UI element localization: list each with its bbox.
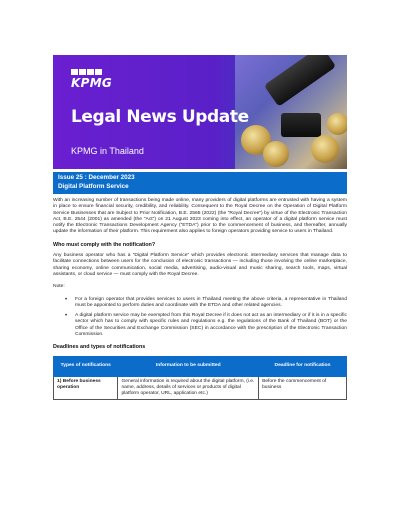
who-must-comply-paragraph: Any business operator who has a “Digital Platform Service” which provides electronic intermediary services that manage data to facilitate connections between users for the conclusion of electronic transactions — including those involving the online marketplace, sharing economy, online communication, social media, advertising, audio-visual and music sharing, search tools, maps, virtual assistants, or cloud service — must comply with the Royal Decree. — [53, 253, 347, 277]
note-bullet-item: • For a foreign operator that provides services to users in Thailand meeting the above criteria, a representative in Thailand must be appointed to perform duties and coordinate with the ETDA and other related agencies. — [65, 297, 347, 310]
header-banner — [53, 55, 347, 169]
article-body — [53, 198, 347, 400]
column-header-info: Information to be submitted — [118, 356, 259, 376]
notifications-table — [53, 356, 347, 400]
section-heading-deadlines: Deadlines and types of notifications — [53, 344, 146, 351]
newsletter-title: Legal News Update — [71, 107, 249, 127]
kpmg-logo-icon — [71, 69, 112, 75]
table-row — [54, 376, 347, 399]
column-header-type: Types of notifications — [54, 356, 118, 376]
issue-number: Issue 25 : December 2023 — [58, 174, 135, 181]
table-header-row — [54, 356, 347, 376]
table-cell-info: General information is required about the digital platform, (i.e. name, address, details of services or products of digital platform operator, URL, application etc.) — [118, 376, 259, 399]
note-bullet-item: • A digital platform service may be exempted from this Royal Decree if it does not act as an intermediary or if it is in a specific sector which has to comply with specific rules and regulations e.g. the regulations of the Bank of Thailand (BOT) or the Office of the Securities and Exchange Commission (SEC) in accordance with the prescription of the Electronic Transaction Commission. — [65, 313, 347, 338]
newsletter-subtitle: KPMG in Thailand — [71, 146, 144, 156]
section-heading-who-must-comply: Who must comply with the notification? — [53, 241, 156, 248]
table-cell-deadline: Before the commencement of business — [259, 376, 347, 399]
issue-bar — [53, 172, 347, 194]
column-header-deadline: Deadline for notification — [259, 356, 347, 376]
table-cell-type: 1) Before business operation — [54, 376, 118, 399]
note-label: Note: — [53, 284, 65, 290]
kpmg-logo — [71, 69, 112, 90]
kpmg-logo-text: KPMG — [71, 76, 113, 90]
issue-topic: Digital Platform Service — [58, 182, 129, 190]
intro-paragraph: With an increasing number of transactions being made online, many providers of digital platforms are entrusted with having a system in place to ensure financial security, credibility, and reliability. Consequent to the Royal Decree on the Operation of Digital Platform Service Businesses that are Subject to Prior Notification, B.E. 2565 (2022) (the “Royal Decree”) by virtue of the Electronic Transaction Act, B.E. 2544 (2001) as amended (the “Act”) on 21 August 2023 coming into effect, an operator of a digital platform service must notify the Electronic Transactions Development Agency (“ETDA”) prior to the commencement of business, and thereafter, annually update the information of their platform. This requirement also applies to foreign operators providing service to users in Thailand. — [53, 198, 347, 235]
note-bullet-list — [53, 297, 347, 339]
gavel-coins-photo — [235, 55, 347, 169]
